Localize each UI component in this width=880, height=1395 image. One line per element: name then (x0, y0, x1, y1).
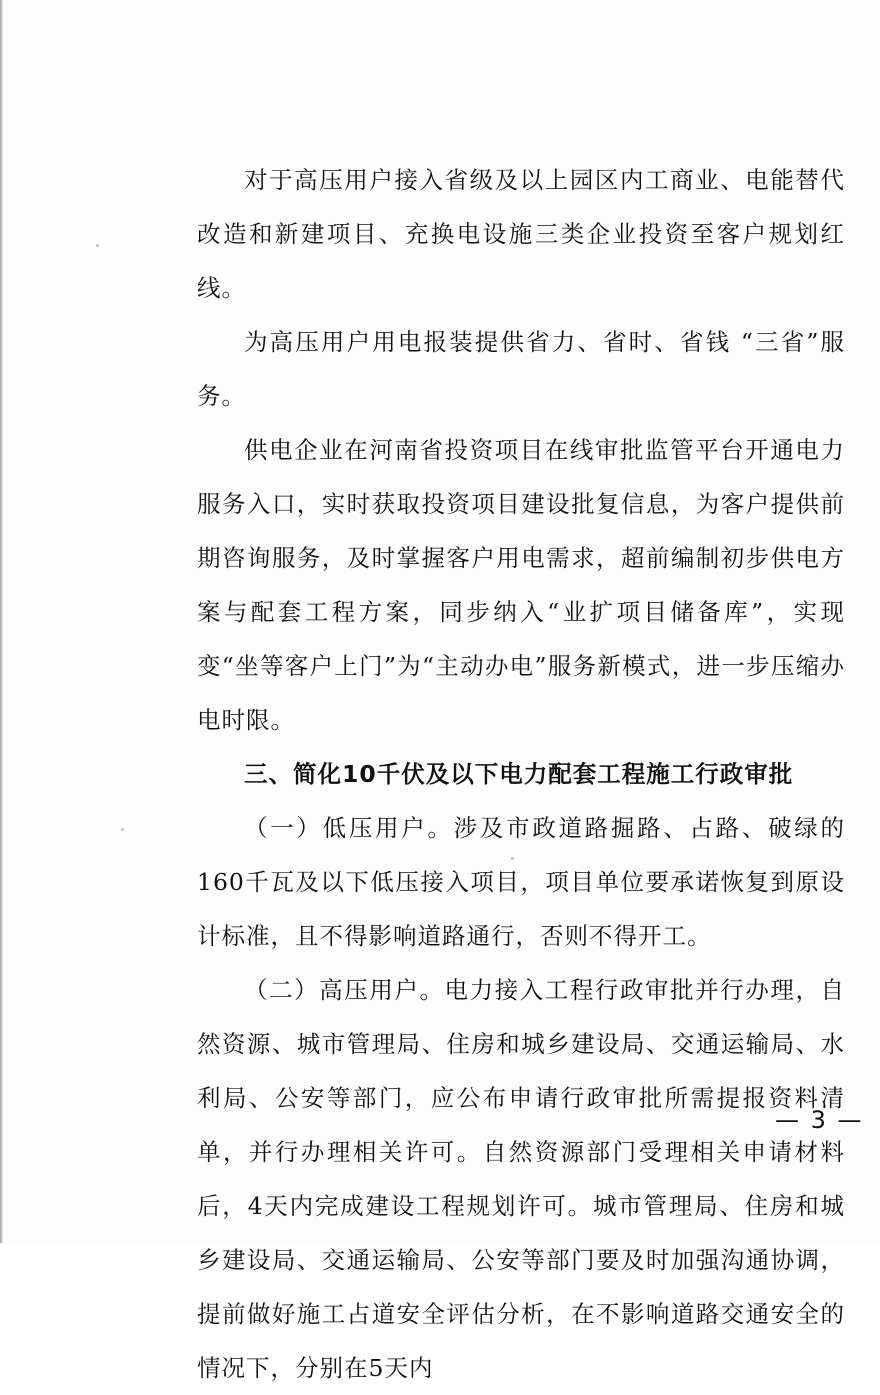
paragraph-online-approval-platform: 供电企业在河南省投资项目在线审批监管平台开通电力服务入口，实时获取投资项目建设批复信息，为客户提供前期咨询服务，及时掌握客户用电需求，超前编制初步供电方案与配套工程方案，同步纳入“业扩项目储备库”，实现变“坐等客户上门”为“主动办电”服务新模式，进一步压缩办电时限。 (197, 436, 845, 734)
scan-edge-shadow (0, 0, 3, 1243)
sub-item-lead: （二）高压用户。 (244, 976, 445, 1004)
sub-item-low-voltage (197, 801, 845, 963)
sub-item-text: 电力接入工程行政审批并行办理，自然资源、城市管理局、住房和城乡建设局、交通运输局、水利局、公安等部门，应公布申请行政审批所需提报资料清单，并行办理相关许可。自然资源部门受理相关申请材料后，4天内完成建设工程规划许可。城市管理局、住房和城乡建设局、交通运输局、公安等部门要及时加强沟通协调，提前做好施工占道安全评估分析，在不影响道路交通安全的情况下，分别在5天内 (197, 976, 846, 1382)
scan-speck (121, 828, 124, 831)
page-number: — 3 — (775, 1106, 864, 1134)
paragraph-high-voltage-investment: 对于高压用户接入省级及以上园区内工商业、电能替代改造和新建项目、充换电设施三类企业投资至客户规划红线。 (197, 166, 845, 302)
sub-item-high-voltage (197, 963, 845, 1395)
section-heading: 三、简化10千伏及以下电力配套工程施工行政审批 (244, 760, 794, 788)
paragraph-three-savings-service: 为高压用户用电报装提供省力、省时、省钱 “三省”服务。 (197, 328, 845, 410)
sub-item-lead: （一）低压用户。 (244, 814, 454, 842)
document-body (197, 153, 845, 1395)
sub-item-text: 涉及市政道路掘路、占路、破绿的160千瓦及以下低压接入项目，项目单位要承诺恢复到原设计标准，且不得影响道路通行，否则不得开工。 (197, 814, 846, 950)
scan-speck (96, 244, 99, 247)
